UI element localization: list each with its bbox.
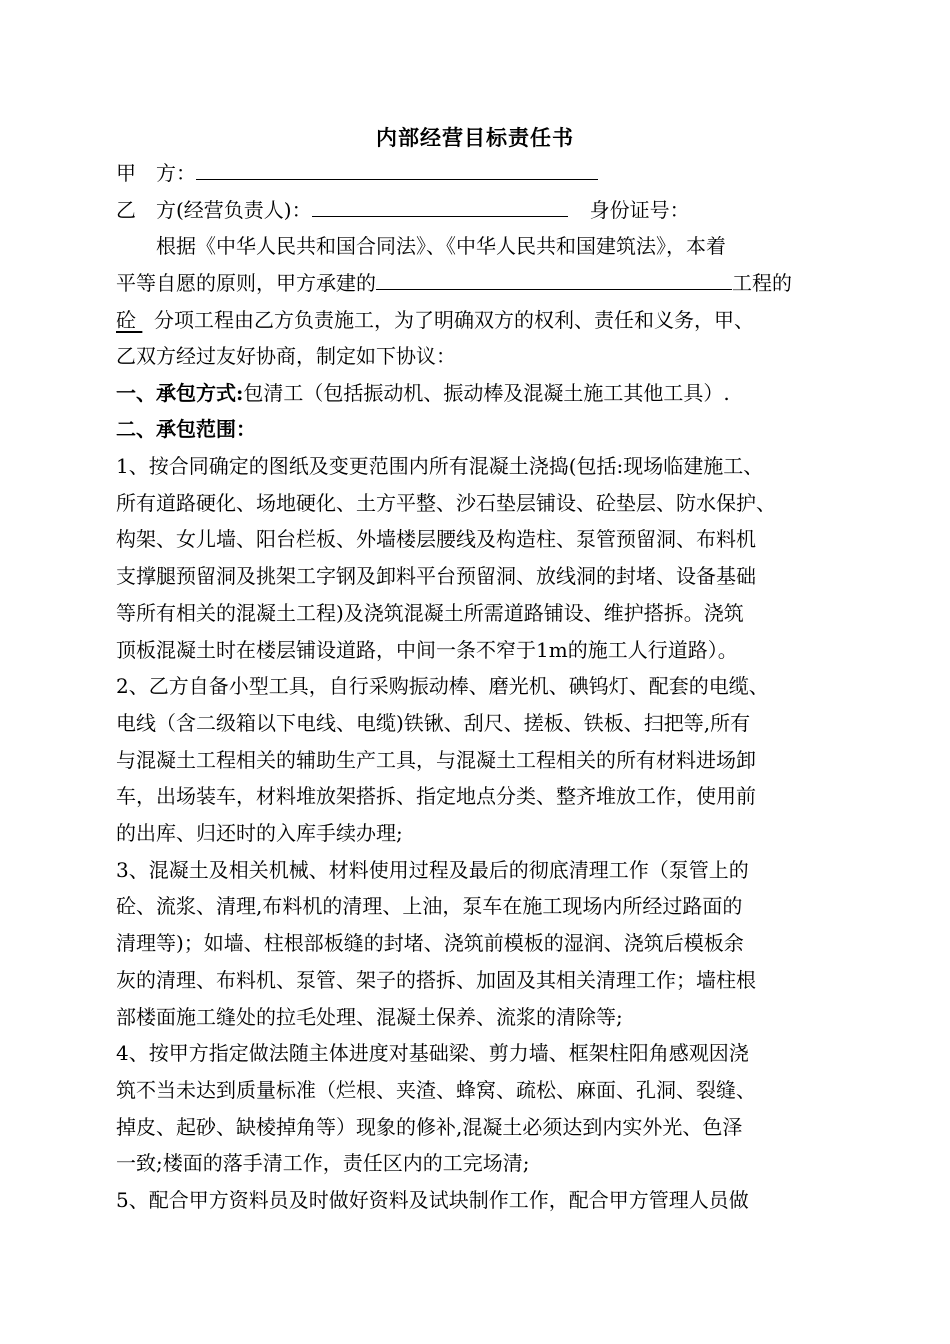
- body-line: 一致;楼面的落手清工作，责任区内的工完场清;: [116, 1151, 530, 1176]
- party-a-label: 甲 方：: [116, 161, 196, 185]
- intro-line-1: 根据《中华人民共和国合同法》、《中华人民共和国建筑法》，本着: [156, 234, 726, 258]
- intro-line-2-pre: 平等自愿的原则，甲方承建的: [116, 271, 376, 295]
- section-2-heading: 二、承包范围：: [116, 417, 256, 441]
- work-type-underlined: 砼: [116, 308, 136, 332]
- project-name-blank: [376, 269, 732, 290]
- intro-line-2-post: 工程的: [732, 271, 792, 295]
- body-line: 4、按甲方指定做法随主体进度对基础梁、剪力墙、框架柱阳角感观因浇: [116, 1041, 749, 1066]
- body-line: 筑不当未达到质量标准（烂根、夹渣、蜂窝、疏松、麻面、孔洞、裂缝、: [116, 1077, 756, 1102]
- party-b-line: [116, 195, 690, 225]
- body-line: 顶板混凝土时在楼层铺设道路，中间一条不窄于1m的施工人行道路）。: [116, 637, 738, 662]
- intro-line-4: 乙双方经过友好协商，制定如下协议：: [116, 344, 456, 368]
- work-type-underline-space: [136, 305, 154, 335]
- body-line: 砼、流浆、清理,布料机的清理、上油，泵车在施工现场内所经过路面的: [116, 894, 743, 919]
- body-line: 构架、女儿墙、阳台栏板、外墙楼层腰线及构造柱、泵管预留洞、布料机: [116, 527, 756, 552]
- section-1: [116, 378, 730, 408]
- party-a-blank: [196, 159, 598, 180]
- body-line: 灰的清理、布料机、泵管、架子的搭拆、加固及其相关清理工作；墙柱根: [116, 967, 756, 992]
- intro-line-3: [116, 305, 754, 335]
- id-number-label: 身份证号：: [589, 198, 690, 222]
- body-line: 5、配合甲方资料员及时做好资料及试块制作工作，配合甲方管理人员做: [116, 1188, 749, 1212]
- body-line: 1、按合同确定的图纸及变更范围内所有混凝土浇捣(包括:现场临建施工、: [116, 454, 764, 478]
- body-line: 部楼面施工缝处的拉毛处理、混凝土保养、流浆的清除等;: [116, 1004, 623, 1029]
- body-line: 等所有相关的混凝土工程)及浇筑混凝土所需道路铺设、维护搭拆。浇筑: [116, 600, 744, 625]
- body-line: 掉皮、起砂、缺棱掉角等）现象的修补,混凝土必须达到内实外光、色泽: [116, 1114, 743, 1139]
- section-1-text: 包清工（包括振动机、振动棒及混凝土施工其他工具）.: [243, 381, 730, 405]
- body-line: 3、混凝土及相关机械、材料使用过程及最后的彻底清理工作（泵管上的: [116, 857, 749, 882]
- body-line: 车，出场装车，材料堆放架搭拆、指定地点分类、整齐堆放工作，使用前: [116, 784, 756, 809]
- party-b-blank: [312, 196, 568, 217]
- document-title: 内部经营目标责任书: [376, 125, 574, 150]
- body-line: 2、乙方自备小型工具，自行采购振动棒、磨光机、碘钨灯、配套的电缆、: [116, 674, 769, 699]
- body-line: 支撑腿预留洞及挑架工字钢及卸料平台预留洞、放线洞的封堵、设备基础: [116, 564, 756, 589]
- party-b-label: 乙 方(经营负责人)：: [116, 198, 312, 222]
- body-line: 所有道路硬化、场地硬化、土方平整、沙石垫层铺设、砼垫层、防水保护、: [116, 490, 776, 515]
- intro-line-2: [116, 268, 792, 298]
- party-a-line: [116, 158, 598, 188]
- body-line: 的出库、归还时的入库手续办理;: [116, 821, 403, 845]
- section-1-heading: 一、承包方式:: [116, 381, 244, 405]
- body-line: 与混凝土工程相关的辅助生产工具，与混凝土工程相关的所有材料进场卸: [116, 747, 756, 772]
- intro-line-3-rest: 分项工程由乙方负责施工，为了明确双方的权利、责任和义务，甲、: [154, 308, 754, 332]
- body-line: 电线（含二级箱以下电线、电缆)铁锹、刮尺、搓板、铁板、扫把等,所有: [116, 710, 751, 735]
- body-line: 清理等)；如墙、柱根部板缝的封堵、浇筑前模板的湿润、浇筑后模板余: [116, 931, 744, 956]
